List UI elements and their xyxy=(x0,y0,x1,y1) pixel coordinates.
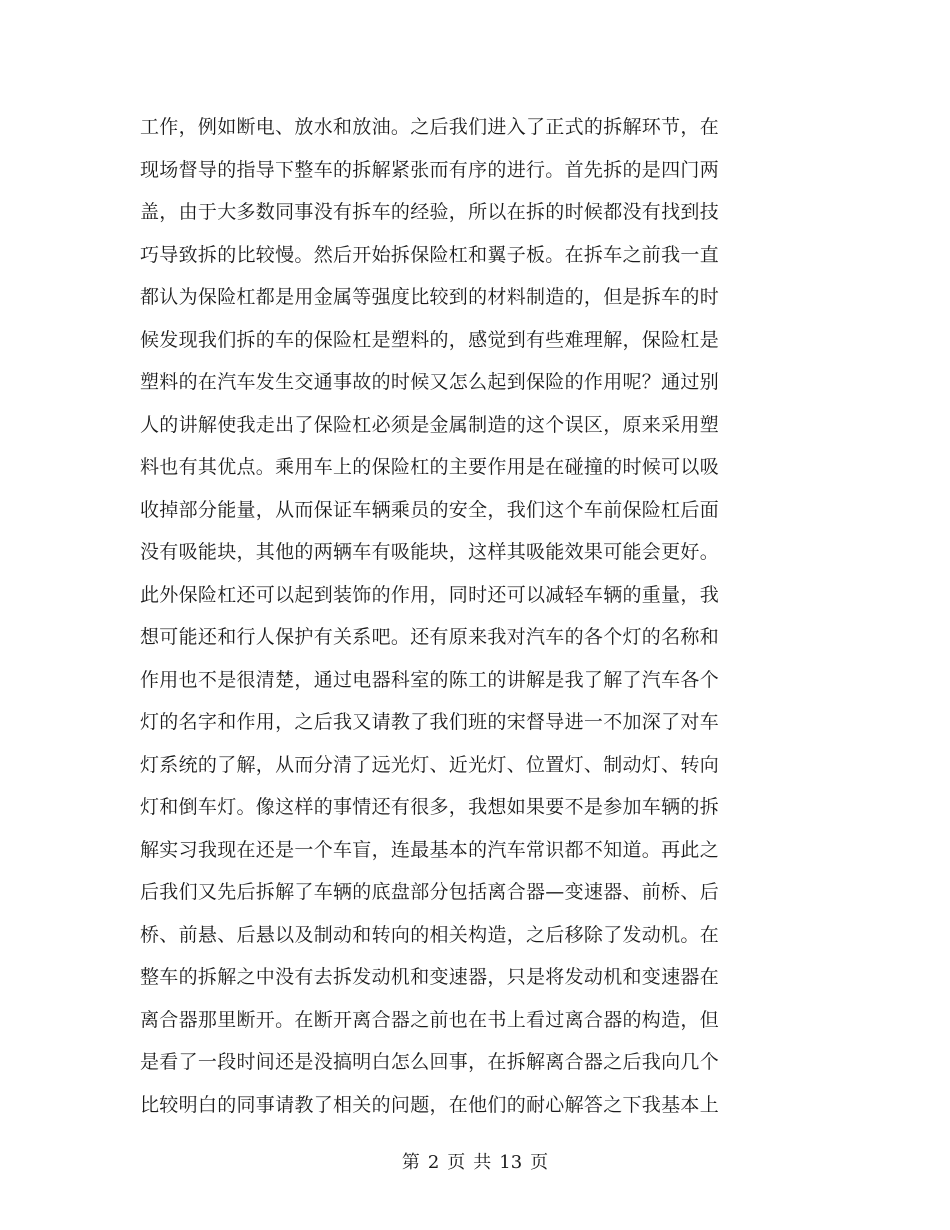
text-line: 灯系统的了解，从而分清了远光灯、近光灯、位置灯、制动灯、转向 xyxy=(140,753,720,776)
text-line: 料也有其优点。乘用车上的保险杠的主要作用是在碰撞的时候可以吸 xyxy=(140,456,720,478)
text-line: 想可能还和行人保护有关系吧。还有原来我对汽车的各个灯的名称和 xyxy=(140,626,720,648)
text-line: 都认为保险杠都是用金属等强度比较到的材料制造的，但是拆车的时 xyxy=(140,286,720,308)
page-footer xyxy=(0,1148,950,1174)
text-line: 整车的拆解之中没有去拆发动机和变速器，只是将发动机和变速器在 xyxy=(140,966,720,988)
text-line: 收掉部分能量，从而保证车辆乘员的安全，我们这个车前保险杠后面 xyxy=(140,498,720,521)
text-line: 作用也不是很清楚，通过电器科室的陈工的讲解是我了解了汽车各个 xyxy=(140,668,720,691)
text-line: 后我们又先后拆解了车辆的底盘部分包括离合器—变速器、前桥、后 xyxy=(140,881,720,903)
footer-suffix: 页 xyxy=(530,1152,549,1173)
text-line: 盖，由于大多数同事没有拆车的经验，所以在拆的时候都没有找到技 xyxy=(140,201,720,223)
footer-page-word: 页 xyxy=(447,1152,466,1173)
footer-prefix: 第 xyxy=(401,1152,420,1173)
text-line: 桥、前悬、后悬以及制动和转向的相关构造，之后移除了发动机。在 xyxy=(140,923,720,946)
text-line: 候发现我们拆的车的保险杠是塑料的，感觉到有些难理解，保险杠是 xyxy=(140,328,720,351)
text-line: 是看了一段时间还是没搞明白怎么回事，在拆解离合器之后我向几个 xyxy=(140,1051,720,1073)
text-line: 巧导致拆的比较慢。然后开始拆保险杠和翼子板。在拆车之前我一直 xyxy=(140,243,720,266)
text-line: 离合器那里断开。在断开离合器之前也在书上看过离合器的构造，但 xyxy=(140,1008,720,1031)
text-line: 灯和倒车灯。像这样的事情还有很多，我想如果要不是参加车辆的拆 xyxy=(140,796,720,818)
text-line: 没有吸能块，其他的两辆车有吸能块，这样其吸能效果可能会更好。 xyxy=(140,541,720,563)
body-text xyxy=(140,106,760,1126)
text-line: 塑料的在汽车发生交通事故的时候又怎么起到保险的作用呢？通过别 xyxy=(140,371,720,393)
current-page-number: 2 xyxy=(427,1152,440,1173)
text-line: 比较明白的同事请教了相关的问题，在他们的耐心解答之下我基本上 xyxy=(140,1093,720,1116)
text-line: 工作，例如断电、放水和放油。之后我们进入了正式的拆解环节，在 xyxy=(140,116,720,138)
footer-total-prefix: 共 xyxy=(473,1152,492,1173)
text-line: 此外保险杠还可以起到装饰的作用，同时还可以减轻车辆的重量，我 xyxy=(140,583,720,606)
text-line: 人的讲解使我走出了保险杠必须是金属制造的这个误区，原来采用塑 xyxy=(140,413,720,436)
text-line: 解实习我现在还是一个车盲，连最基本的汽车常识都不知道。再此之 xyxy=(140,838,720,861)
text-line: 现场督导的指导下整车的拆解紧张而有序的进行。首先拆的是四门两 xyxy=(140,158,720,181)
text-line: 灯的名字和作用，之后我又请教了我们班的宋督导进一不加深了对车 xyxy=(140,711,720,733)
total-page-count: 13 xyxy=(499,1152,523,1173)
